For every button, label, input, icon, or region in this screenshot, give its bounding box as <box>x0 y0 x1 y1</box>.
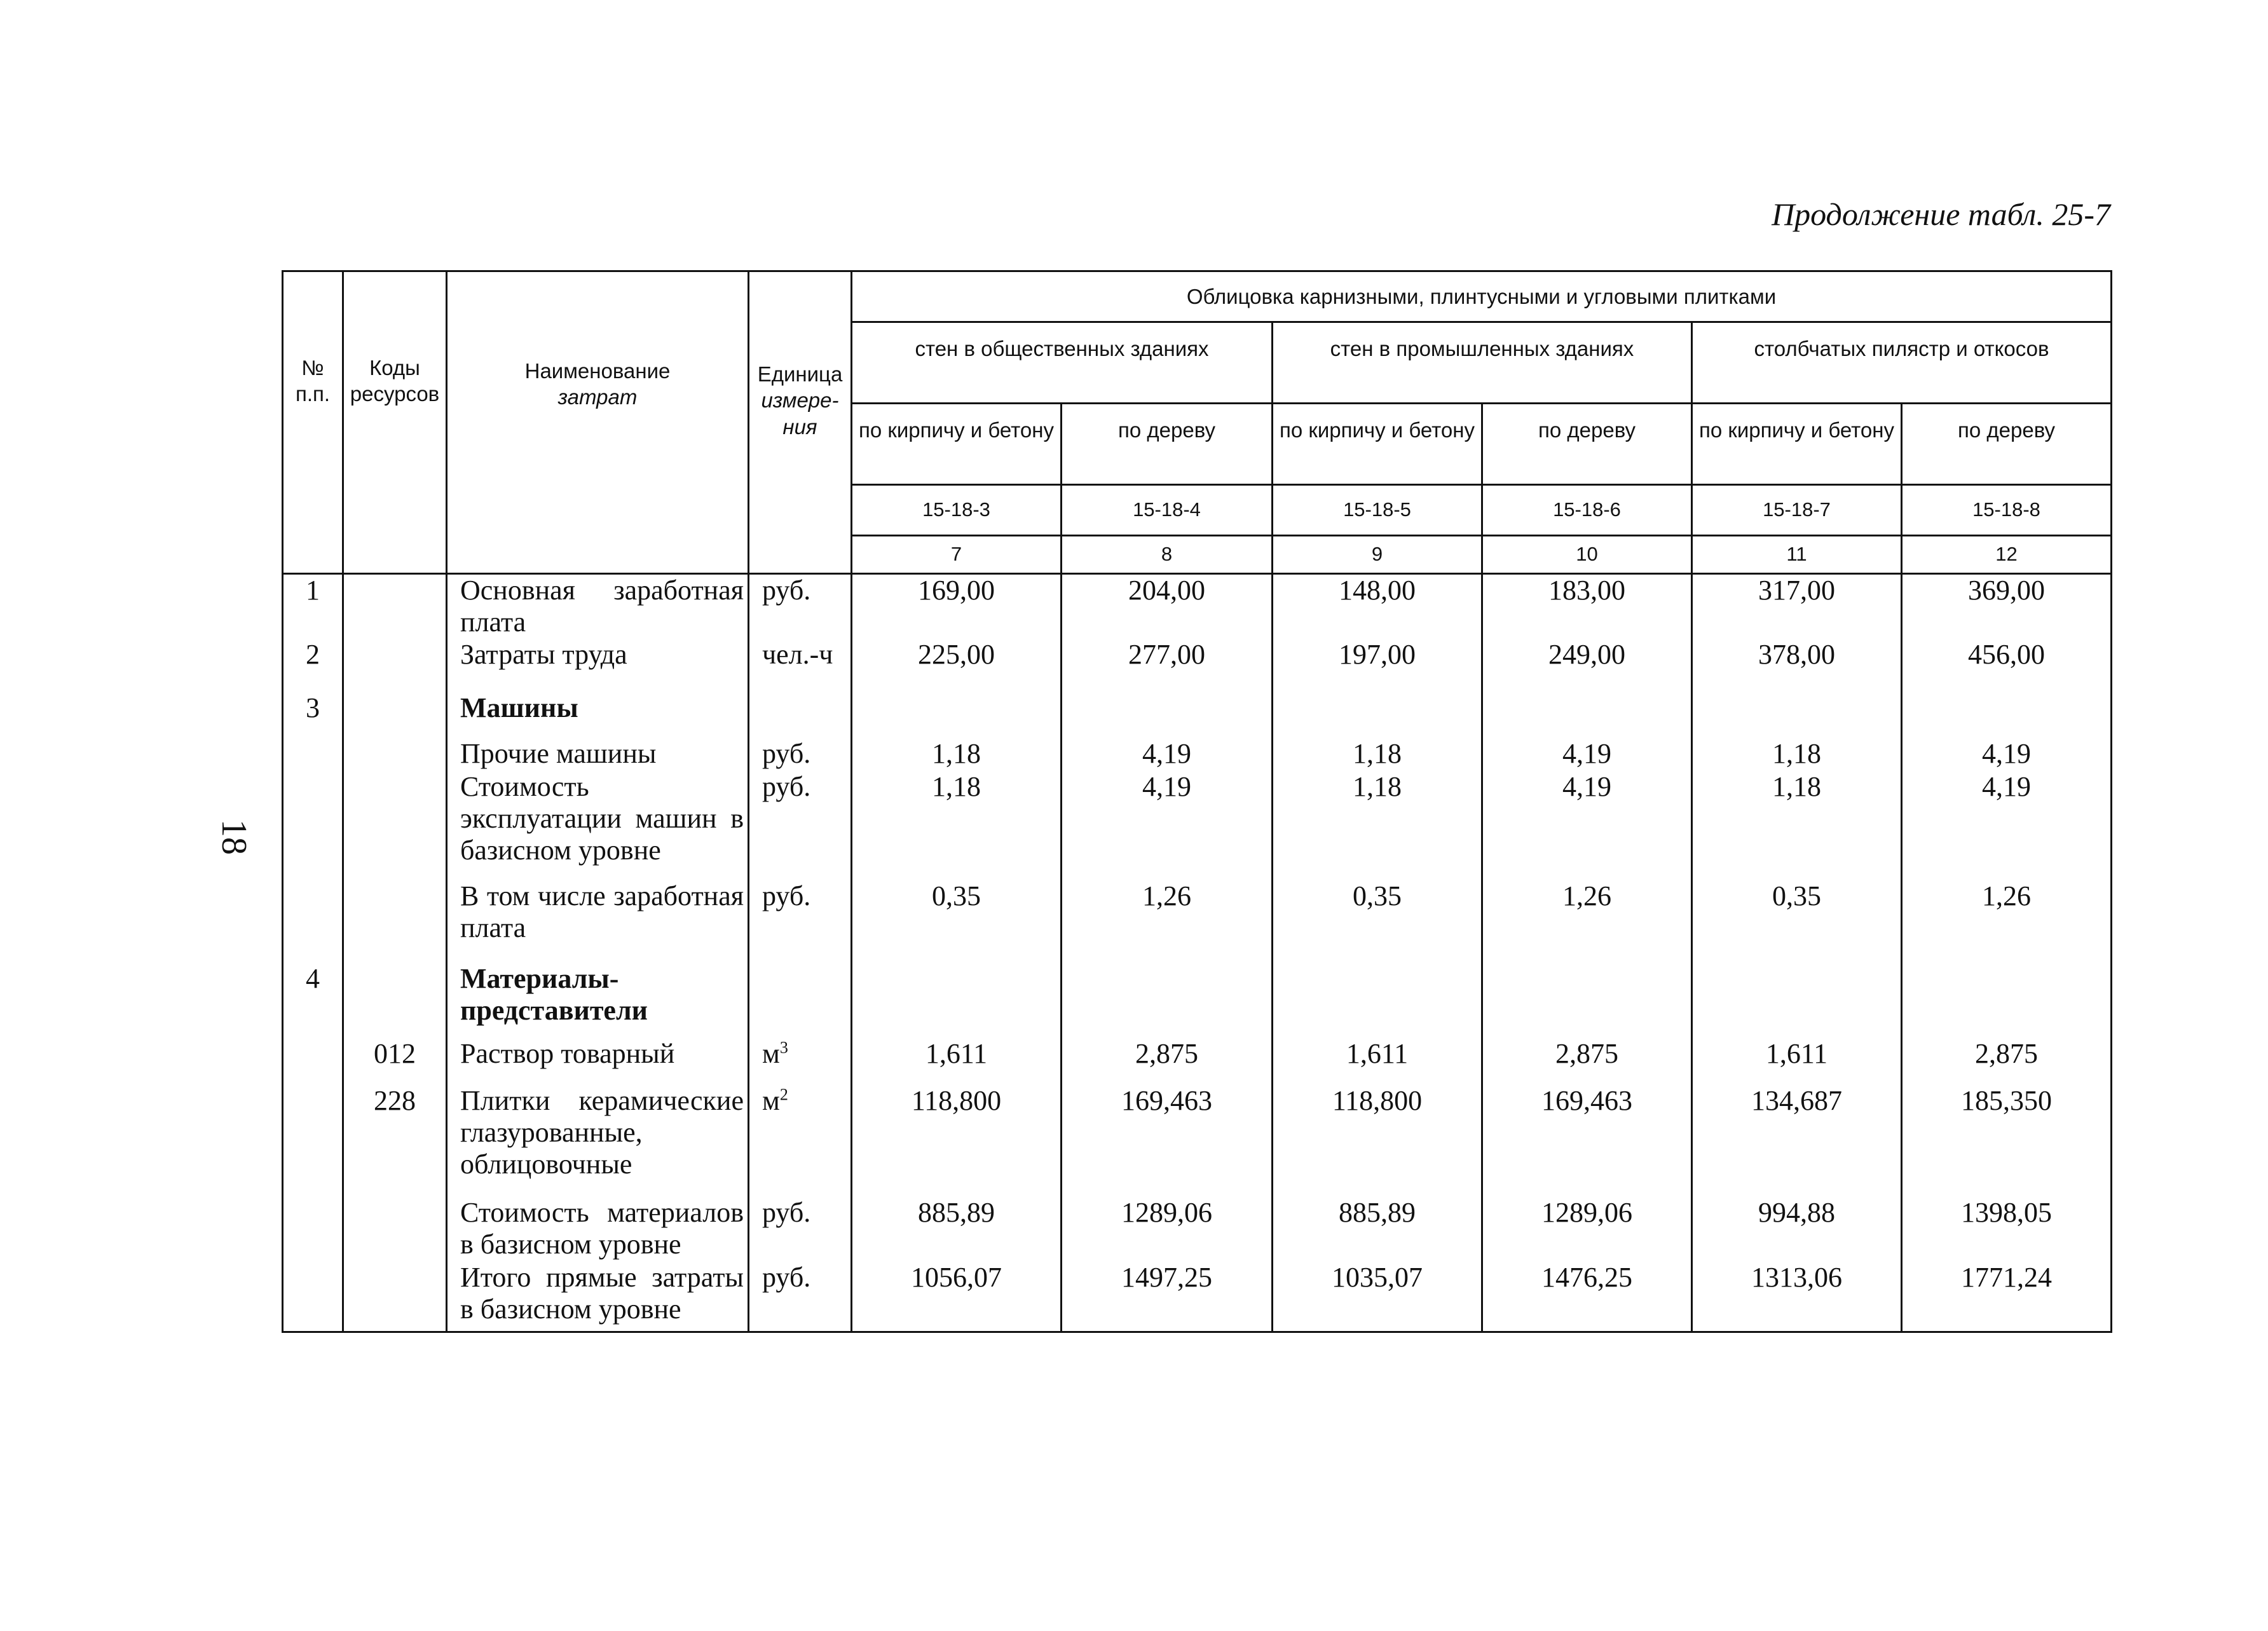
row-value: 2,875 <box>1482 1038 1692 1085</box>
row-value: 118,800 <box>1273 1085 1482 1197</box>
row-name: Основная заработная плата <box>447 574 749 639</box>
row-no <box>283 1197 343 1262</box>
norm-code-6: 15-18-8 <box>1902 485 2112 536</box>
col-number-10: 10 <box>1482 536 1692 574</box>
norm-code-2: 15-18-4 <box>1062 485 1273 536</box>
header-unit: Единица измере- ния <box>749 271 852 574</box>
table-row <box>283 574 2112 639</box>
row-value: 4,19 <box>1902 738 2112 771</box>
row-value: 169,463 <box>1062 1085 1273 1197</box>
row-value: 994,88 <box>1692 1197 1902 1262</box>
row-code <box>343 1262 447 1332</box>
page-number: 18 <box>214 819 254 855</box>
subgroup-public: стен в общественных зданиях <box>852 322 1273 404</box>
table-caption: Продолжение табл. 25-7 <box>1772 196 2110 232</box>
material-col-4: по дереву <box>1482 404 1692 485</box>
col-number-9: 9 <box>1273 536 1482 574</box>
row-value: 148,00 <box>1273 574 1482 639</box>
row-value <box>1062 963 1273 1038</box>
row-code <box>343 963 447 1038</box>
row-unit: руб. <box>749 574 852 639</box>
row-code <box>343 1197 447 1262</box>
table-row <box>283 692 2112 738</box>
row-value: 4,19 <box>1062 771 1273 880</box>
row-value: 134,687 <box>1692 1085 1902 1197</box>
row-unit: руб. <box>749 738 852 771</box>
row-name: Машины <box>447 692 749 738</box>
row-no <box>283 1038 343 1085</box>
row-no <box>283 1085 343 1197</box>
row-value: 2,875 <box>1062 1038 1273 1085</box>
row-value: 249,00 <box>1482 639 1692 692</box>
row-unit: руб. <box>749 880 852 963</box>
norm-code-3: 15-18-5 <box>1273 485 1482 536</box>
row-value: 169,463 <box>1482 1085 1692 1197</box>
row-unit: $м^3$ <box>749 1038 852 1085</box>
table-row <box>283 1262 2112 1332</box>
row-value: 1313,06 <box>1692 1262 1902 1332</box>
row-value: 369,00 <box>1902 574 2112 639</box>
row-name: Стоимость эксплуатации машин в базисном уровне <box>447 771 749 880</box>
row-value: 1,26 <box>1062 880 1273 963</box>
row-value: 456,00 <box>1902 639 2112 692</box>
row-value: 4,19 <box>1062 738 1273 771</box>
row-value: 183,00 <box>1482 574 1692 639</box>
row-value: 225,00 <box>852 639 1062 692</box>
row-value <box>1482 692 1692 738</box>
row-value: 1,26 <box>1902 880 2112 963</box>
row-name: В том числе заработная плата <box>447 880 749 963</box>
row-no: 1 <box>283 574 343 639</box>
row-name: Раствор товарный <box>447 1038 749 1085</box>
row-value: 885,89 <box>852 1197 1062 1262</box>
row-name: Материалы-представители <box>447 963 749 1038</box>
row-unit: чел.-ч <box>749 639 852 692</box>
row-unit: руб. <box>749 1262 852 1332</box>
material-col-5: по кирпичу и бетону <box>1692 404 1902 485</box>
table-row <box>283 1085 2112 1197</box>
row-code <box>343 771 447 880</box>
row-value: 1,611 <box>852 1038 1062 1085</box>
header-codes: Коды ресурсов <box>343 271 447 574</box>
material-col-6: по дереву <box>1902 404 2112 485</box>
row-value: 1,611 <box>1692 1038 1902 1085</box>
row-value <box>1902 963 2112 1038</box>
row-value: 1,18 <box>852 771 1062 880</box>
row-value <box>1062 692 1273 738</box>
row-value: 2,875 <box>1902 1038 2112 1085</box>
row-value: 1289,06 <box>1062 1197 1273 1262</box>
row-code <box>343 880 447 963</box>
row-code: 228 <box>343 1085 447 1197</box>
table-row <box>283 963 2112 1038</box>
row-value: 4,19 <box>1482 771 1692 880</box>
row-unit: $м^2$ <box>749 1085 852 1197</box>
row-code <box>343 692 447 738</box>
row-value: 0,35 <box>852 880 1062 963</box>
row-name: Затраты труда <box>447 639 749 692</box>
row-value <box>1482 963 1692 1038</box>
row-no <box>283 1262 343 1332</box>
row-value <box>1692 692 1902 738</box>
row-code <box>343 574 447 639</box>
row-name: Плитки керамические глазурованные, облицовочные <box>447 1085 749 1197</box>
row-value: 204,00 <box>1062 574 1273 639</box>
row-unit <box>749 692 852 738</box>
col-number-12: 12 <box>1902 536 2112 574</box>
row-value: 1,26 <box>1482 880 1692 963</box>
table-row <box>283 771 2112 880</box>
col-number-11: 11 <box>1692 536 1902 574</box>
row-value: 4,19 <box>1482 738 1692 771</box>
row-unit <box>749 963 852 1038</box>
row-value: 4,19 <box>1902 771 2112 880</box>
row-value: 1476,25 <box>1482 1262 1692 1332</box>
row-no <box>283 771 343 880</box>
row-value <box>1273 963 1482 1038</box>
table-row <box>283 1038 2112 1085</box>
table-row <box>283 880 2112 963</box>
row-name: Итого прямые затраты в базисном уровне <box>447 1262 749 1332</box>
row-value: 197,00 <box>1273 639 1482 692</box>
row-name: Стоимость материалов в базисном уровне <box>447 1197 749 1262</box>
row-value <box>1692 963 1902 1038</box>
row-value: 118,800 <box>852 1085 1062 1197</box>
row-value: 0,35 <box>1273 880 1482 963</box>
row-value: 1771,24 <box>1902 1262 2112 1332</box>
row-value: 0,35 <box>1692 880 1902 963</box>
norm-code-5: 15-18-7 <box>1692 485 1902 536</box>
row-unit: руб. <box>749 1197 852 1262</box>
row-value: 277,00 <box>1062 639 1273 692</box>
row-value: 1398,05 <box>1902 1197 2112 1262</box>
row-value: 1035,07 <box>1273 1262 1482 1332</box>
row-value: 1,18 <box>1273 771 1482 880</box>
row-value: 185,350 <box>1902 1085 2112 1197</box>
col-number-7: 7 <box>852 536 1062 574</box>
col-number-8: 8 <box>1062 536 1273 574</box>
row-value: 169,00 <box>852 574 1062 639</box>
row-value <box>1902 692 2112 738</box>
row-no: 4 <box>283 963 343 1038</box>
row-value: 1,611 <box>1273 1038 1482 1085</box>
material-col-3: по кирпичу и бетону <box>1273 404 1482 485</box>
row-code: 012 <box>343 1038 447 1085</box>
header-no: № п.п. <box>283 271 343 574</box>
row-value: 1,18 <box>1273 738 1482 771</box>
material-col-2: по дереву <box>1062 404 1273 485</box>
row-value: 1289,06 <box>1482 1197 1692 1262</box>
row-value: 1,18 <box>1692 771 1902 880</box>
subgroup-industrial: стен в промышленных зданиях <box>1273 322 1692 404</box>
table-row <box>283 1197 2112 1262</box>
row-code <box>343 738 447 771</box>
row-value: 885,89 <box>1273 1197 1482 1262</box>
row-unit: руб. <box>749 771 852 880</box>
row-value: 317,00 <box>1692 574 1902 639</box>
row-no <box>283 738 343 771</box>
norm-code-4: 15-18-6 <box>1482 485 1692 536</box>
header-group-title: Облицовка карнизными, плинтусными и угловыми плитками <box>852 271 2112 322</box>
row-value: 378,00 <box>1692 639 1902 692</box>
row-no <box>283 880 343 963</box>
row-code <box>343 639 447 692</box>
row-no: 2 <box>283 639 343 692</box>
row-value: 1497,25 <box>1062 1262 1273 1332</box>
table-row <box>283 738 2112 771</box>
row-value: 1056,07 <box>852 1262 1062 1332</box>
row-name: Прочие машины <box>447 738 749 771</box>
material-col-1: по кирпичу и бетону <box>852 404 1062 485</box>
norm-code-1: 15-18-3 <box>852 485 1062 536</box>
table-row <box>283 639 2112 692</box>
row-value <box>852 692 1062 738</box>
header-name: Наименование затрат <box>447 271 749 574</box>
row-value <box>852 963 1062 1038</box>
row-value <box>1273 692 1482 738</box>
row-no: 3 <box>283 692 343 738</box>
row-value: 1,18 <box>1692 738 1902 771</box>
subgroup-pilasters: столбчатых пилястр и откосов <box>1692 322 2112 404</box>
cost-table <box>282 270 2112 1333</box>
row-value: 1,18 <box>852 738 1062 771</box>
